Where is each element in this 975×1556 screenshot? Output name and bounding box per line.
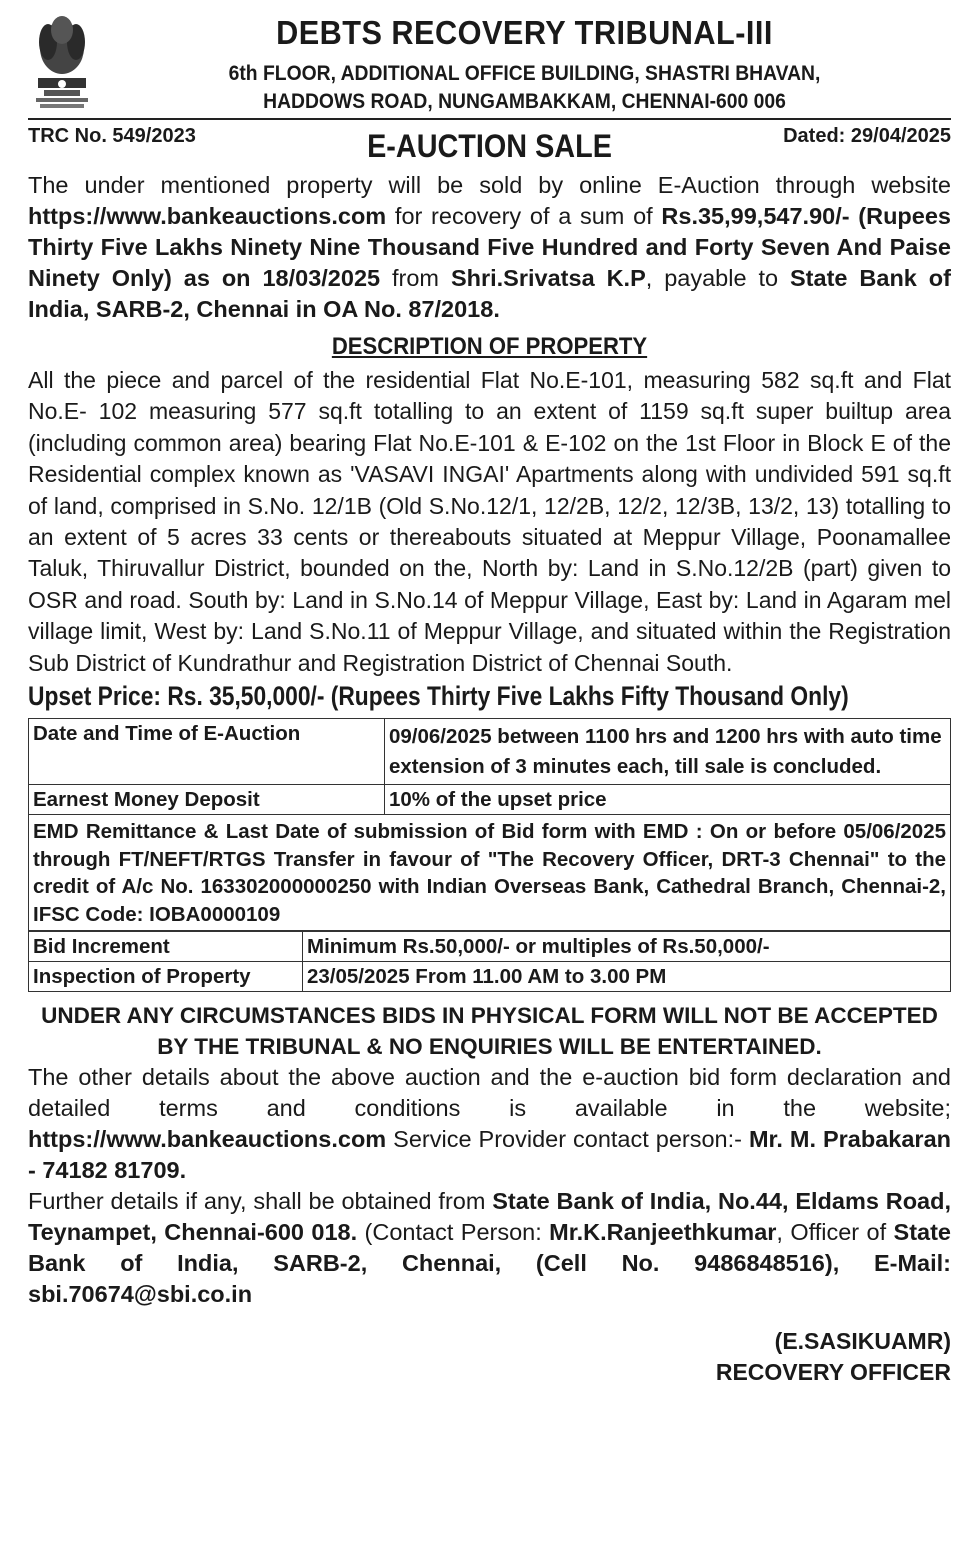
intro-text-4: , payable to [645,265,790,291]
footer-paragraph-2 [28,1186,951,1310]
physical-bid-notice: UNDER ANY CIRCUMSTANCES BIDS IN PHYSICAL FORM WILL NOT BE ACCEPTED BY THE TRIBUNAL & NO ENQUIRIES WILL BE ENTERTAINED. [41,1003,938,1060]
upset-price: Upset Price: Rs. 35,50,000/- (Rupees Thirty Five Lakhs Fifty Thousand Only) [28,681,849,712]
state-emblem-icon [30,8,94,112]
meta-row [28,120,951,164]
table-row [29,962,951,992]
emd-value: 10% of the upset price [385,785,951,815]
header [28,0,951,118]
service-provider-contact: Mr. M. Prabakaran - 74182 81709. [28,1126,951,1184]
intro-website-link[interactable]: https://www.bankeauctions.com [28,203,387,229]
intro-paragraph [28,170,951,325]
address-line-1: 6th FLOOR, ADDITIONAL OFFICE BUILDING, SHASTRI BHAVAN, [228,62,821,85]
footer-text-4: (Contact Person: [357,1219,550,1246]
bid-details-table [28,931,951,992]
footer-website-link[interactable]: https://www.bankeauctions.com [28,1126,387,1153]
signatory-title: RECOVERY OFFICER [715,1359,951,1386]
footer-text-1: The other details about the above auction and the e-auction bid form declaration and detailed terms and conditions is available in the website; [28,1064,951,1122]
trc-number: TRC No. 549/2023 [28,125,196,147]
tribunal-title: DEBTS RECOVERY TRIBUNAL-III [276,14,773,51]
bid-increment-value: Minimum Rs.50,000/- or multiples of Rs.50,000/- [303,932,951,962]
table-row [29,932,951,962]
auction-date-label: Date and Time of E-Auction [29,719,385,785]
contact-officer: Mr.K.Ranjeethkumar [549,1219,777,1246]
table-row [29,815,951,931]
table-row [29,719,951,785]
dated: Dated: 29/04/2025 [783,125,951,147]
address-line-2: HADDOWS ROAD, NUNGAMBAKKAM, CHENNAI-600 006 [263,90,786,113]
inspection-label: Inspection of Property [29,962,303,992]
debtor-name: Shri.Srivatsa K.P [450,265,646,291]
auction-details-table [28,718,951,931]
officer-bank-contact: State Bank of India, SARB-2, Chennai, (Cell No. 9486848516), E-Mail: sbi.70674@sbi.co.in [28,1219,951,1308]
inspection-value: 23/05/2025 From 11.00 AM to 3.00 PM [303,962,951,992]
footer-text-3: Further details if any, shall be obtained from [28,1188,493,1215]
footer-text-2: Service Provider contact person:- [386,1126,749,1153]
emd-label: Earnest Money Deposit [29,785,385,815]
auction-date-value: 09/06/2025 between 1100 hrs and 1200 hrs with auto time extension of 3 minutes each, till sale is concluded. [385,719,951,785]
sale-title: E-AUCTION SALE [367,128,612,164]
signatory-name: (E.SASIKUAMR) [774,1328,951,1355]
table-row [29,785,951,815]
recovery-amount: Rs.35,99,547.90/- (Rupees Thirty Five Lakhs Ninety Nine Thousand Five Hundred and Forty Seven And Paise Ninety Only) as on 18/03/2025 [28,203,951,291]
creditor-name: State Bank of India, SARB-2, Chennai in OA No. 87/2018. [28,265,951,322]
intro-text-3: from [380,265,451,291]
footer-text-5: , Officer of [776,1219,894,1246]
description-title: DESCRIPTION OF PROPERTY [331,333,648,360]
bid-increment-label: Bid Increment [29,932,303,962]
property-description: All the piece and parcel of the residential Flat No.E-101, measuring 582 sq.ft and Flat No.E- 102 measuring 577 sq.ft totalling to an extent of 1159 sq.ft super builtup area (including common area) bearing Flat No.E-101 & E-102 on the 1st Floor in Block E of the Residential complex known as 'VASAVI INGAI' Apartments along with undivided 591 sq.ft of land, comprised in S.No. 12/1B (Old S.No.12/1, 12/2B, 12/2, 12/3B, 13/2, 13) totalling to an extent of 5 acres 33 cents or thereabouts situated at Meppur Village, Poonamallee Taluk, Thiruvallur District, bounded on the, North by: Land in S.No.12/2B (part) given to OSR and road. South by: Land in S.No.14 of Meppur Village, East by: Land in Agaram mel village limit, West by: Land S.No.11 of Meppur Village, and situated within the Registration Sub District of Kundrathur and Registration District of Chennai South. [28,367,951,676]
bank-address: State Bank of India, No.44, Eldams Road, Teynampet, Chennai-600 018. [28,1188,952,1246]
intro-text-1: The under mentioned property will be sold by online E-Auction through website [28,172,951,198]
footer-paragraph-1 [28,1062,951,1186]
emd-remittance: EMD Remittance & Last Date of submission of Bid form with EMD : On or before 05/06/2025 through FT/NEFT/RTGS Transfer in favour of "The Recovery Officer, DRT-3 Chennai" to the credit of A/c No. 163302000000250 with Indian Overseas Bank, Cathedral Branch, Chennai-2, IFSC Code: IOBA0000109 [29,815,951,931]
intro-text-2: for recovery of a sum of [386,203,662,229]
signature-block [28,1326,951,1388]
